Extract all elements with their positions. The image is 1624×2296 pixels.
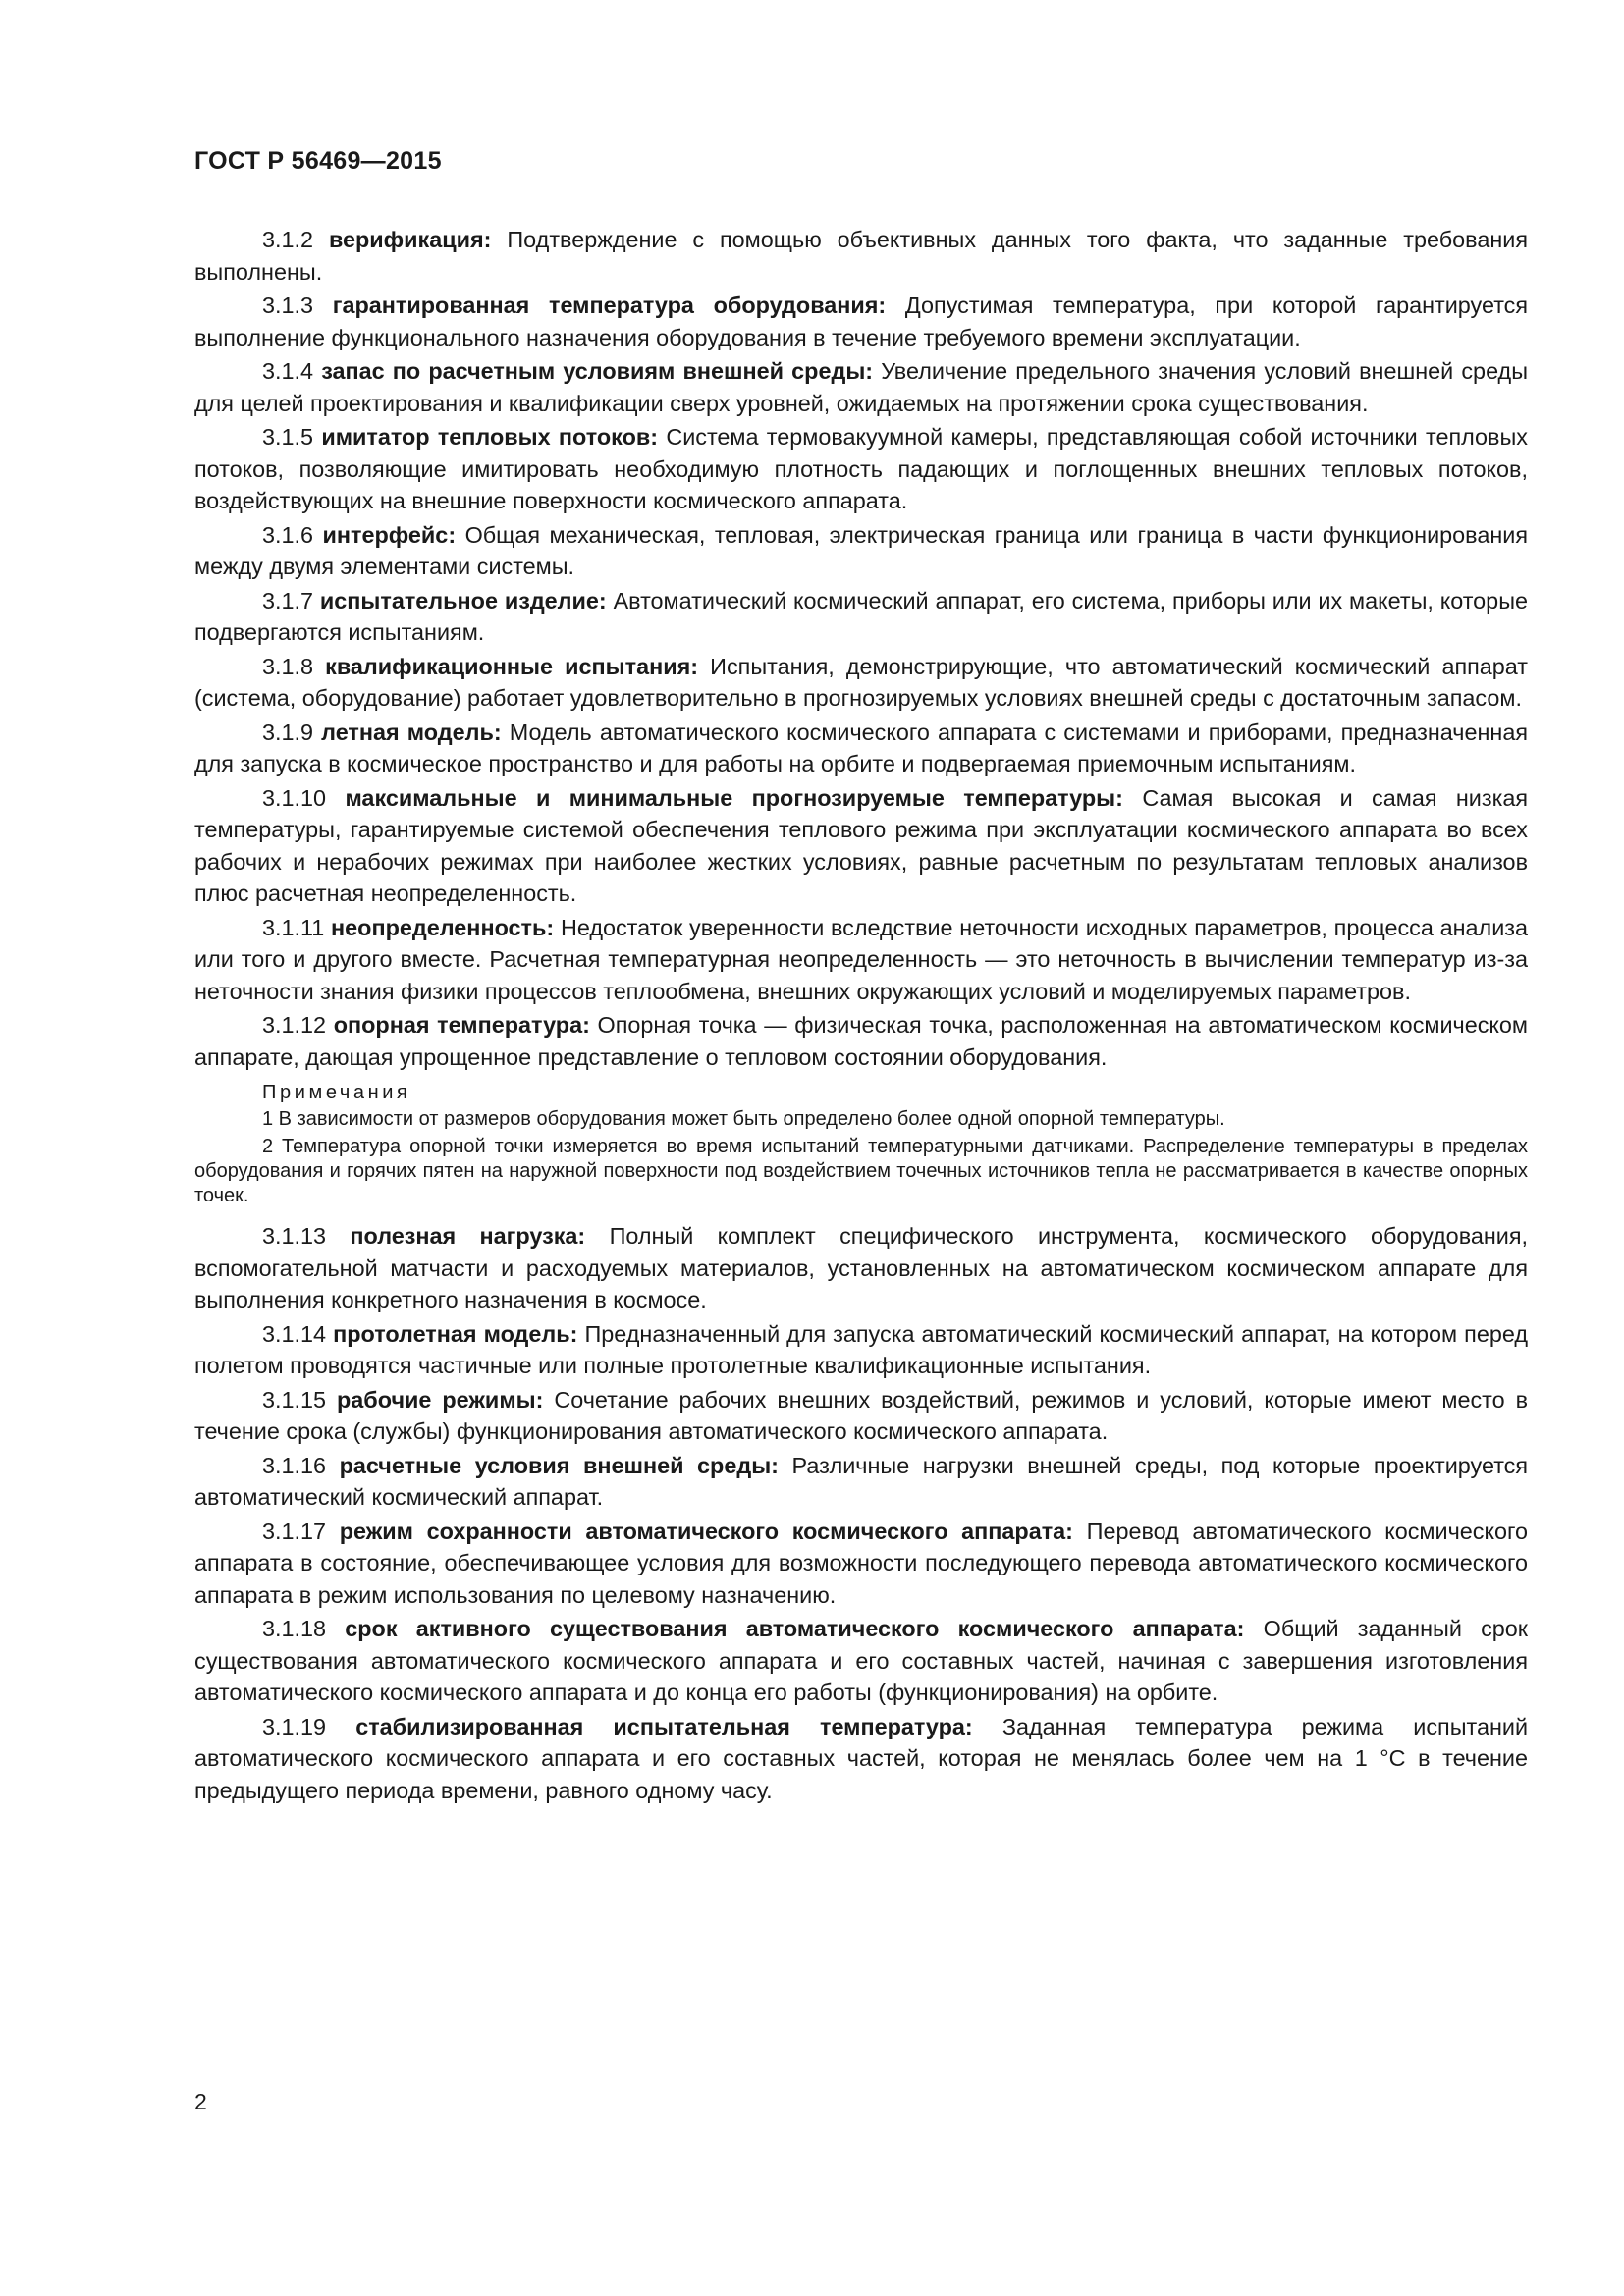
term-definition <box>194 1009 1528 1073</box>
term-number: 3.1.12 <box>262 1012 327 1038</box>
note-item: 1 В зависимости от размеров оборудования может быть определено более одной опорной температуры. <box>262 1108 1225 1130</box>
term-text: Сочетание рабочих внешних воздействий, режимов и условий, которые имеют место в течение срока (службы) функционирования автоматического космического аппарата. <box>194 1386 1529 1444</box>
term-text: Автоматический космический аппарат, его система, приборы или их макеты, которые подвергаются испытаниям. <box>194 587 1529 645</box>
term-name: расчетные условия внешней среды: <box>339 1452 779 1478</box>
notes-title: Примечания <box>262 1082 411 1103</box>
term-number: 3.1.7 <box>262 587 314 614</box>
term-number: 3.1.3 <box>262 293 314 318</box>
term-name: рабочие режимы: <box>337 1386 544 1413</box>
term-text: Общая механическая, тепловая, электрическая граница или граница в части функционирования между двумя элементами системы. <box>194 521 1529 579</box>
term-definition <box>194 717 1528 780</box>
term-name: имитатор тепловых потоков: <box>321 424 659 450</box>
term-number: 3.1.18 <box>262 1616 327 1641</box>
term-text: Самая высокая и самая низкая температуры, гарантируемые системой обеспечения теплового режима при эксплуатации космического аппарата во всех рабочих и нерабочих режимах при наиболее жестких условиях, равные расчетным по результатам тепловых анализов плюс расчетная неопределенность. <box>194 784 1529 906</box>
term-definition <box>194 421 1528 517</box>
term-definition <box>194 355 1528 419</box>
term-number: 3.1.8 <box>262 653 314 679</box>
term-name: неопределенность: <box>331 914 555 940</box>
term-definition <box>194 585 1528 649</box>
term-text: Увеличение предельного значения условий внешней среды для целей проектирования и квалификации сверх уровней, ожидаемых на протяжении срока существования. <box>194 358 1529 416</box>
term-definition <box>194 224 1528 288</box>
term-text: Модель автоматического космического аппарата с системами и приборами, предназначенная для запуска в космическое пространство и для работы на орбите и подвергаемая приемочным испытаниям. <box>194 719 1528 776</box>
term-name: верификация: <box>328 227 492 252</box>
term-definition <box>194 1613 1528 1709</box>
notes-block <box>194 1079 1528 1208</box>
term-definition <box>194 290 1528 353</box>
term-name: полезная нагрузка: <box>350 1223 586 1249</box>
term-text: Заданная температура режима испытаний автоматического космического аппарата и его составных частей, которая не менялась более чем на 1 °С в течение предыдущего периода времени, равного одному часу. <box>194 1713 1529 1803</box>
terms-section <box>194 224 1528 1808</box>
term-definition <box>194 651 1528 715</box>
term-number: 3.1.14 <box>262 1320 327 1347</box>
term-name: летная модель: <box>321 719 502 745</box>
term-text: Подтверждение с помощью объективных данных того факта, что заданные требования выполнены. <box>194 227 1529 285</box>
term-name: срок активного существования автоматического космического аппарата: <box>345 1616 1245 1641</box>
term-name: интерфейс: <box>322 521 457 548</box>
term-text: Предназначенный для запуска автоматический космический аппарат, на котором перед полетом проводятся частичные или полные протолетные квалификационные испытания. <box>194 1320 1528 1378</box>
terms-list-before-notes <box>194 224 1528 1073</box>
term-number: 3.1.9 <box>262 719 314 745</box>
term-text: Система термовакуумной камеры, представляющая собой источники тепловых потоков, позволяющие имитировать необходимую плотность падающих и поглощенных внешних тепловых потоков, воздействующих на внешние поверхности космического аппарата. <box>194 424 1528 513</box>
term-text: Недостаток уверенности вследствие неточности исходных параметров, процесса анализа или того и другого вместе. Расчетная температурная неопределенность — это неточность в вычислении температур из-за неточности знания физики процессов теплообмена, внешних окружающих условий и моделируемых параметров. <box>194 914 1529 1004</box>
term-text: Допустимая температура, при которой гарантируется выполнение функционального назначения оборудования в течение требуемого времени эксплуатации. <box>194 293 1529 350</box>
term-name: квалификационные испытания: <box>325 653 699 679</box>
term-name: испытательное изделие: <box>319 587 607 614</box>
term-definition <box>194 782 1528 910</box>
term-text: Испытания, демонстрирующие, что автоматический космический аппарат (система, оборудование) работает удовлетворительно в прогнозируемых условиях внешней среды с достаточным запасом. <box>194 653 1529 711</box>
term-number: 3.1.10 <box>262 784 327 811</box>
term-text: Перевод автоматического космического аппарата в состояние, обеспечивающее условия для возможности последующего перевода автоматического космического аппарата в режим использования по целевому назначению. <box>194 1518 1529 1608</box>
term-definition <box>194 1711 1528 1807</box>
term-number: 3.1.5 <box>262 424 314 450</box>
term-number: 3.1.16 <box>262 1452 327 1478</box>
term-text: Общий заданный срок существования автоматического космического аппарата и его составных частей, начиная с завершения изготовления автоматического космического аппарата и до конца его работы (функционирования) на орбите. <box>194 1616 1529 1705</box>
term-text: Опорная точка — физическая точка, расположенная на автоматическом космическом аппарате, дающая упрощенное представление о тепловом состоянии оборудования. <box>194 1012 1529 1070</box>
term-number: 3.1.13 <box>262 1223 327 1249</box>
term-number: 3.1.4 <box>262 358 314 384</box>
term-definition <box>194 1516 1528 1612</box>
term-definition <box>194 912 1528 1008</box>
page-number: 2 <box>194 2089 207 2114</box>
term-name: протолетная модель: <box>333 1320 578 1347</box>
term-number: 3.1.15 <box>262 1386 327 1413</box>
standard-header: ГОСТ Р 56469—2015 <box>194 147 442 175</box>
term-text: Полный комплект специфического инструмента, космического оборудования, вспомогательной матчасти и расходуемых материалов, установленных на автоматическом космическом аппарате для выполнения конкретного назначения в космосе. <box>194 1223 1529 1312</box>
term-number: 3.1.6 <box>262 521 314 548</box>
terms-list-after-notes <box>194 1220 1528 1806</box>
term-number: 3.1.19 <box>262 1713 327 1739</box>
term-name: опорная температура: <box>333 1012 590 1038</box>
term-definition <box>194 1220 1528 1316</box>
term-number: 3.1.2 <box>262 227 314 252</box>
term-number: 3.1.11 <box>262 914 325 940</box>
term-number: 3.1.17 <box>262 1518 327 1544</box>
term-text: Различные нагрузки внешней среды, под которые проектируется автоматический космический аппарат. <box>194 1452 1529 1510</box>
term-definition <box>194 1318 1528 1382</box>
term-definition <box>194 1450 1528 1514</box>
term-name: стабилизированная испытательная температура: <box>355 1713 973 1739</box>
term-name: максимальные и минимальные прогнозируемые температуры: <box>345 784 1123 811</box>
term-definition <box>194 519 1528 583</box>
term-name: гарантированная температура оборудования: <box>332 293 887 318</box>
term-definition <box>194 1384 1528 1448</box>
note-item: 2 Температура опорной точки измеряется во время испытаний температурными датчиками. Распределение температуры в пределах оборудования и горячих пятен на наружной поверхности под воздействием точечных источников тепла не рассматривается в качестве опорных точек. <box>194 1136 1528 1206</box>
term-name: режим сохранности автоматического космического аппарата: <box>339 1518 1073 1544</box>
term-name: запас по расчетным условиям внешней среды: <box>321 358 874 384</box>
